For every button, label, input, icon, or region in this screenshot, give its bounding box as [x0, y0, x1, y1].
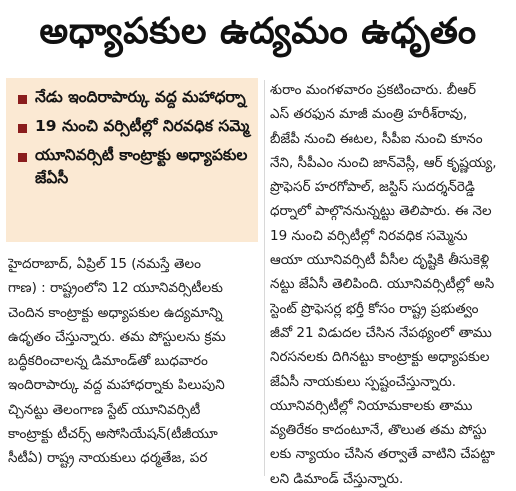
bullet-square-icon: [18, 153, 27, 162]
body-right-column: [270, 78, 510, 491]
highlight-item: [14, 144, 250, 190]
bullet-square-icon: [18, 95, 27, 104]
body-line: ఆయా యూనివర్సిటీ వీసీల దృష్టికి తీసుకెళ్లి: [270, 252, 490, 269]
body-line: బీజేపీ నుంచి ఈటల, సీపీఐ నుంచి కూనం: [270, 130, 483, 147]
body-line: హైదరాబాద్, ఏప్రిల్ 15 (నమస్తే తెలం: [8, 256, 201, 272]
highlights-box: [6, 78, 258, 242]
body-line: జీవో 21 విడుదల చేసిన నేపథ్యంలో తాము: [270, 324, 492, 341]
bullet-square-icon: [18, 124, 27, 133]
highlight-text: యూనివర్సిటీ కాంట్రాక్టు అధ్యాపకుల జేఏసీ: [35, 146, 248, 187]
highlight-item: [14, 86, 250, 109]
highlight-text: నేడు ఇందిరాపార్కు వద్ద మహాధర్నా: [35, 88, 246, 106]
body-left-column: [8, 252, 260, 471]
body-line: స్టెంట్ ప్రొఫెసర్ల భర్తీ కోసం రాష్ట్ర ప్రభుత్వం: [270, 300, 479, 317]
body-line: లకు న్యాయం చేసిన తర్వాతే వాటిని చేపట్టా: [270, 446, 495, 463]
body-line: కాంట్రాక్టు టీచర్స్ అసోసియేషన్(టీజీయూ: [8, 426, 218, 443]
body-line: చెందిన కాంట్రాక్టు అధ్యాపకుల ఉద్యమాన్ని: [8, 304, 223, 321]
body-line: గాణ) : రాష్ట్రంలోని 12 యూనివర్సిటీలకు: [8, 280, 223, 297]
body-line: ప్రొఫెసర్ హరగోపాల్, జస్టిస్ సుదర్శన్‌రెడ్డి: [270, 179, 475, 196]
column-divider: [264, 80, 265, 476]
body-line: 19 నుంచి వర్సిటీల్లో నిరవధిక సమ్మెను: [270, 227, 468, 244]
body-line: ఇందిరాపార్కు వద్ద మహాధర్నాకు పిలుపుని: [8, 377, 225, 394]
highlight-text: 19 నుంచి వర్సిటీల్లో నిరవధిక సమ్మె: [35, 117, 250, 135]
body-line: వ్యతిరేకం కాదంటూనే, తొలుత తమ పోస్టు: [270, 422, 487, 439]
body-line: ఉధృతం చేస్తున్నారు. తమ పోస్టులను క్రమ: [8, 328, 226, 345]
body-line: నేని, సీపీఎం నుంచి జాన్‌వెస్లీ, ఆర్ కృష్ణయ్య,: [270, 154, 497, 171]
body-line: నిరసనలకు దిగినట్టు కాంట్రాక్టు అధ్యాపకుల: [270, 349, 490, 366]
body-line: చ్చినట్టు తెలంగాణ స్టేట్ యూనివర్సిటీ: [8, 401, 201, 418]
body-line: యూనివర్సిటీల్లో నియామకాలకు తాము: [270, 397, 473, 414]
body-line: శురాం మంగళవారం ప్రకటించారు. బీఆర్: [270, 82, 476, 98]
body-line: సీటీఏ) రాష్ట్ర నాయకులు ధర్మతేజ, పర: [8, 450, 208, 467]
body-line: ధర్నాలో పాల్గొననున్నట్టు తెలిపారు. ఈ నెల: [270, 203, 492, 220]
highlight-item: [14, 115, 250, 138]
headline: అధ్యాపకుల ఉద్యమం ఉధృతం: [39, 11, 477, 52]
body-line: జేఏసీ నాయకులు స్పష్టంచేస్తున్నారు.: [270, 373, 457, 390]
body-line: లని డిమాండ్ చేస్తున్నారు.: [270, 470, 404, 487]
body-line: బద్ధీకరించాలన్న డిమాండ్‌తో బుధవారం: [8, 353, 208, 370]
body-line: ఎస్ తరఫున మాజీ మంత్రి హరీశ్‌రావు,: [270, 106, 468, 123]
body-line: నట్టు జేఏసీ తెలిపింది. యూనివర్సిటీల్లో అసి: [270, 276, 495, 293]
